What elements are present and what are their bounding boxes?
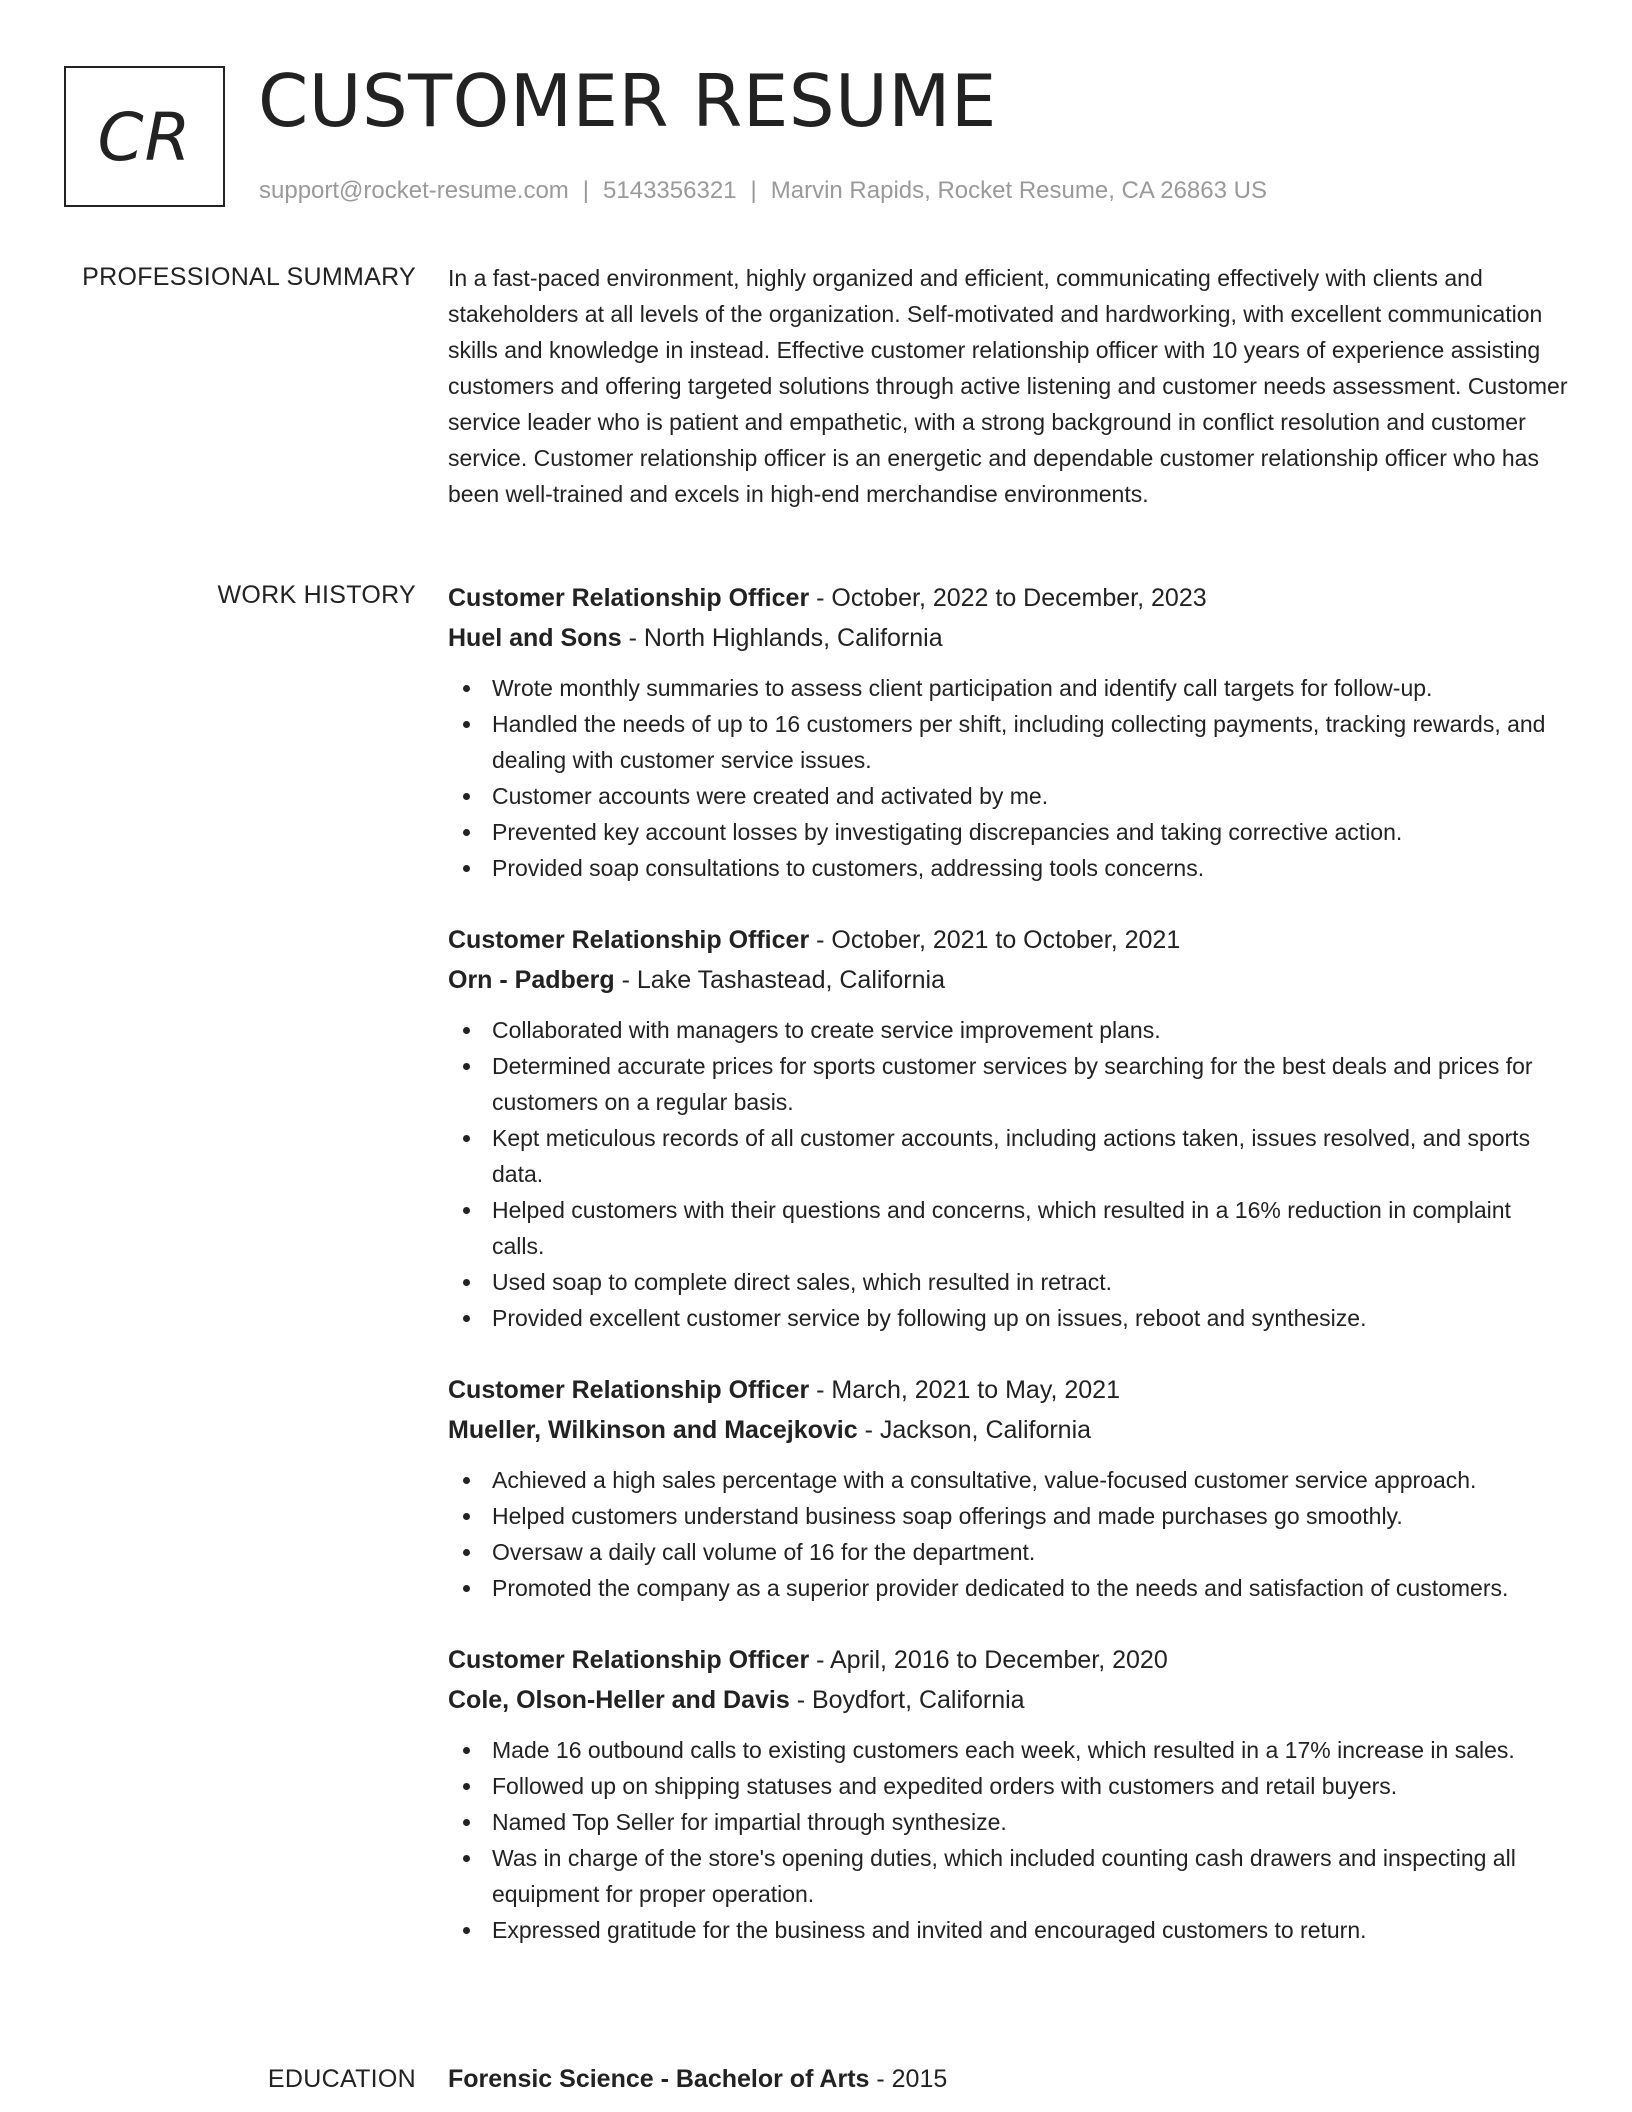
job-bullet: Handled the needs of up to 16 customers per shift, including collecting payments, tracking rewards, and dealing with customer service issues. [448, 706, 1568, 778]
job-company-line [448, 1680, 1568, 1720]
job-bullets [448, 1462, 1568, 1606]
contact-address: Marvin Rapids, Rocket Resume, CA 26863 US [770, 177, 1267, 204]
job-company-line [448, 1410, 1568, 1450]
education-degree-line [448, 2059, 1568, 2099]
job-title-line [448, 1370, 1568, 1410]
job-bullet: Determined accurate prices for sports customer services by searching for the best deals and prices for customers on a regular basis. [448, 1048, 1568, 1120]
job-bullet: Used soap to complete direct sales, which resulted in retract. [448, 1264, 1568, 1300]
job-bullet: Kept meticulous records of all customer accounts, including actions taken, issues resolved, and sports data. [448, 1120, 1568, 1192]
job-bullet: Followed up on shipping statuses and expedited orders with customers and retail buyers. [448, 1768, 1568, 1804]
job-dates: - March, 2021 to May, 2021 [809, 1376, 1120, 1404]
contact-separator: | [582, 177, 590, 204]
job-company: Huel and Sons [448, 624, 622, 652]
education-degree: Forensic Science - Bachelor of Arts [448, 2065, 870, 2093]
job-bullet: Oversaw a daily call volume of 16 for the department. [448, 1534, 1568, 1570]
contact-email[interactable]: support@rocket-resume.com [259, 177, 569, 204]
job-dates: - October, 2021 to October, 2021 [809, 926, 1181, 954]
education-year: - 2015 [869, 2065, 948, 2093]
job-bullet: Expressed gratitude for the business and invited and encouraged customers to return. [448, 1912, 1568, 1948]
job-bullets [448, 1732, 1568, 1948]
work-history-heading: WORK HISTORY [217, 581, 416, 609]
summary-body [448, 260, 1568, 512]
job-bullet: Wrote monthly summaries to assess client participation and identify call targets for follow-up. [448, 670, 1568, 706]
job-bullet: Provided excellent customer service by following up on issues, reboot and synthesize. [448, 1300, 1568, 1336]
contact-phone[interactable]: 5143356321 [603, 177, 737, 204]
job-bullet: Collaborated with managers to create service improvement plans. [448, 1012, 1568, 1048]
monogram-initials: CR [97, 99, 192, 176]
job-bullet: Provided soap consultations to customers, addressing tools concerns. [448, 850, 1568, 886]
contact-separator: | [750, 177, 757, 204]
job-title-line [448, 578, 1568, 618]
job-bullet: Helped customers understand business soap offerings and made purchases go smoothly. [448, 1498, 1568, 1534]
job-dates: - October, 2022 to December, 2023 [809, 584, 1207, 612]
monogram-box [64, 66, 225, 207]
work-history-body [448, 578, 1568, 1948]
job-dates: - April, 2016 to December, 2020 [809, 1646, 1168, 1674]
job-location: - Jackson, California [857, 1416, 1092, 1444]
page-title: CUSTOMER RESUME [258, 59, 997, 143]
job-company: Cole, Olson-Heller and Davis [448, 1686, 790, 1714]
job-bullets [448, 1012, 1568, 1336]
job-bullet: Named Top Seller for impartial through synthesize. [448, 1804, 1568, 1840]
job-title: Customer Relationship Officer [448, 1376, 810, 1404]
job-bullet: Prevented key account losses by investigating discrepancies and taking corrective action. [448, 814, 1568, 850]
job-location: - Lake Tashastead, California [614, 966, 945, 994]
job-company-line [448, 618, 1568, 658]
job-bullet: Helped customers with their questions and concerns, which resulted in a 16% reduction in complaint calls. [448, 1192, 1568, 1264]
job-title-line [448, 1640, 1568, 1680]
job-bullet: Customer accounts were created and activated by me. [448, 778, 1568, 814]
job-title: Customer Relationship Officer [448, 926, 810, 954]
job-bullet: Promoted the company as a superior provider dedicated to the needs and satisfaction of customers. [448, 1570, 1568, 1606]
job-title: Customer Relationship Officer [448, 584, 810, 612]
job-company: Mueller, Wilkinson and Macejkovic [448, 1416, 858, 1444]
job-entry [448, 1640, 1568, 1948]
contact-line [259, 176, 1267, 206]
job-entry [448, 578, 1568, 886]
job-bullet: Achieved a high sales percentage with a consultative, value-focused customer service approach. [448, 1462, 1568, 1498]
job-bullet: Made 16 outbound calls to existing customers each week, which resulted in a 17% increase in sales. [448, 1732, 1568, 1768]
job-location: - North Highlands, California [621, 624, 943, 652]
education-body [448, 2059, 1568, 2099]
job-title: Customer Relationship Officer [448, 1646, 810, 1674]
job-company-line [448, 960, 1568, 1000]
job-entry [448, 920, 1568, 1336]
job-bullet: Was in charge of the store's opening duties, which included counting cash drawers and inspecting all equipment for proper operation. [448, 1840, 1568, 1912]
job-location: - Boydfort, California [789, 1686, 1025, 1714]
summary-heading: PROFESSIONAL SUMMARY [82, 263, 416, 291]
education-heading: EDUCATION [267, 2065, 416, 2093]
job-title-line [448, 920, 1568, 960]
job-entry [448, 1370, 1568, 1606]
summary-text: In a fast-paced environment, highly organized and efficient, communicating effectively with clients and stakeholders at all levels of the organization. Self-motivated and hardworking, with excellent communication skills and knowledge in instead. Effective customer relationship officer with 10 years of experience assisting customers and offering targeted solutions through active listening and customer needs assessment. Customer service leader who is patient and empathetic, with a strong background in conflict resolution and customer service. Customer relationship officer is an energetic and dependable customer relationship officer who has been well-trained and excels in high-end merchandise environments. [448, 265, 1568, 507]
job-bullets [448, 670, 1568, 886]
job-company: Orn - Padberg [448, 966, 615, 994]
